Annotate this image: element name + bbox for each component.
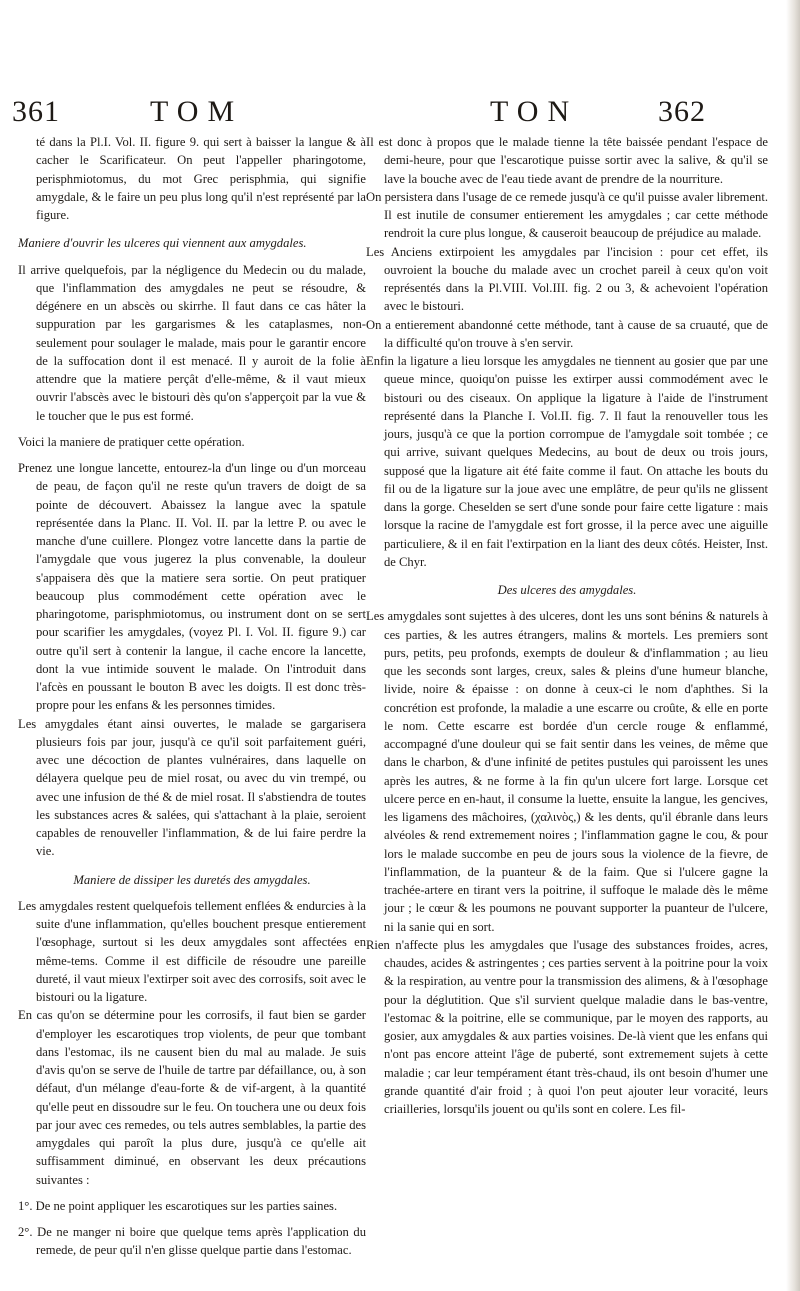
section-heading: Des ulceres des amygdales. — [497, 583, 637, 597]
paragraph: Les amygdales étant ainsi ouvertes, le malade se gargarisera plusieurs fois par jour, jusqu'à ce qu'il soit parfaitement guéri, avec une décoction de plantes vulnéraires, dans laquelle on délayera quelque peu de miel rosat, ou avec du vin trempé, ou avec une infusion de thé & de miel rosat. Il s'abstiendra de toutes les substances acres & salées, qui s'attachant à la plaie, seroient capables de renouveller l'inflammation, & de lui faire perdre la vie. — [18, 716, 366, 859]
section-heading: Maniere de dissiper les duretés des amygdales. — [73, 872, 311, 887]
paragraph: En cas qu'on se détermine pour les corrosifs, il faut bien se garder d'employer les escarotiques trop violents, de peur que tombant dans l'estomac, ils ne causent bien du mal au malade. Je suis d'avis qu'on se serve de l'huile de tartre par défaillance, ou, à son défaut, d'un mélange d'eau-forte & de vif-argent, à la quantité qu'elle peut en dissoudre sur le feu. On touchera une ou deux fois par jour avec ces remedes, ou tels autres semblables, la partie des amygdales qui paroît la plus dure, jusqu'à ce qu'elle ait suffisamment diminué, en observant les deux précautions suivantes : — [18, 1008, 366, 1187]
right-running-header — [410, 95, 780, 135]
left-column — [18, 133, 366, 1260]
right-page-number: 362 — [658, 95, 706, 128]
left-header-word: TOM — [150, 95, 244, 128]
paragraph: Prenez une longue lancette, entourez-la d'un linge ou d'un morceau de peau, de façon qu'il ne reste qu'un travers de doigt de sa pointe de découvert. Abaissez la langue avec la spatule représentée dans la Planc. II. Vol. II. par la lettre P. ou avec le manche d'une cuillere. Plongez votre lancette dans la partie de l'amygdale que vous jugerez la plus convenable, la douleur s'appaisera dès que la matiere sera sortie. On peut pratiquer beaucoup plus commodément cette opération avec le pharingotome, parisphmiotomus, ou instrument dont on se sert pour scarifier les amygdales, (voyez Pl. I. Vol. II. figure 9.) car outre qu'il sert à contenir la langue, il cache encore la lancette, dont la vue intimide souvent le malade. On l'introduit dans l'afcès en poussant le bouton B avec les doigts. Il est donc très-propre pour les enfans & les personnes timides. — [18, 461, 366, 713]
paragraph: Les amygdales restent quelquefois tellement enflées & endurcies à la suite d'une inflammation, qu'elles bouchent presque entierement l'œsophage, surtout si les deux amygdales sont affectées en même-tems. Comme il est difficile de résoudre une pareille dureté, il vaut mieux l'extirper soit avec des corrosifs, soit avec le bistouri ou la ligature. — [18, 898, 366, 1004]
left-page-number: 361 — [12, 95, 60, 128]
list-item: 2°. De ne manger ni boire que quelque tems après l'application du remede, de peur qu'il n'en glisse quelque partie dans l'estomac. — [18, 1225, 366, 1258]
paragraph: Voici la maniere de pratiquer cette opération. — [18, 434, 245, 449]
paragraph: Il arrive quelquefois, par la négligence du Medecin ou du malade, que l'inflammation des amygdales ne peut se résoudre, & dégénere en un abscès ou skirrhe. Il faut dans ce cas hâter la suppuration par les gargarismes & les cataplasmes, non-seulement pour soulager le malade, mais pour le garantir encore de la suffocation dont il est menacé. Il y auroit de la folie à attendre que la matiere perçât d'elle-même, & il vaut mieux ouvrir l'abscès avec le bistouri dès qu'on s'apperçoit par la vue & le toucher que le pus est formé. — [18, 262, 366, 423]
right-column — [366, 133, 768, 1118]
paragraph: Enfin la ligature a lieu lorsque les amygdales ne tiennent au gosier que par une queue mince, quoiqu'on puisse les extirper aussi commodément avec le bistouri ou des ciseaux. On applique la ligature à l'aide de l'instrument représenté dans la Planche I. Vol.II. fig. 7. Il faut la renouveller tous les jours, jusqu'à ce que la portion corrompue de l'amygdale soit tombée ; ce qui arrive, suivant quelques Medecins, au bout de deux ou trois jours, supposé que la ligature ait été faite comme il faut. On attache les bouts du fil ou de la ligature sur la joue avec une emplâtre, de peur qu'ils ne glissent dans la gorge. Cheselden se sert d'une sonde pour faire cette ligature : mais lorsque la racine de l'amygdale est fort grosse, il la perce avec une aiguille particuliere, & il en fait l'extirpation en la liant des deux côtés. Heister, Inst. de Chyr. — [366, 354, 768, 569]
paragraph: Rien n'affecte plus les amygdales que l'usage des substances froides, acres, chaudes, acides & astringentes ; ces parties servent à la poitrine pour la voix & la respiration, au ventre pour la transmission des alimens, & à l'œsophage pour la déglutition. Que s'il survient quelque maladie dans le bas-ventre, l'estomac & la poitrine, elle se communique, par le moyen des rapports, au gosier, aux amygdales & aux parties voisines. De-là vient que les enfans qui n'ont pas encore atteint l'âge de puberté, sont extremement sujets à cette maladie ; car leur tempérament étant très-chaud, ils ont besoin d'humer une grande quantité d'air froid ; à quoi l'on peut ajouter leur voracité, leurs criailleries, lorsqu'ils jouent ou qu'ils sont en colere. Les fil- — [366, 937, 768, 1116]
paragraph: Les Anciens extirpoient les amygdales par l'incision : pour cet effet, ils ouvroient la bouche du malade avec un crochet pareil à ceux qu'on voit représentés dans la Pl.VIII. Vol.III. fig. 2 ou 3, & achevoient l'opération avec le bistouri. — [366, 244, 768, 314]
paragraph: Il est donc à propos que le malade tienne la tête baissée pendant l'espace de demi-heure, pour que l'escarotique puisse sortir avec la salive, & qu'il se lave la bouche avec de l'eau tiede avant de prendre de la nourriture. — [366, 135, 768, 186]
list-item: 1°. De ne point appliquer les escarotiques sur les parties saines. — [18, 1198, 338, 1213]
paragraph: On a entierement abandonné cette méthode, tant à cause de sa cruauté, que de la difficulté qu'on trouve à s'en servir. — [366, 317, 768, 350]
paragraph: Les amygdales sont sujettes à des ulceres, dont les uns sont bénins & naturels à ces parties, & les autres étrangers, malins & mortels. Les premiers sont purs, petits, peu profonds, exempts de douleur & d'inflammation ; au lieu que les seconds sont larges, creux, sales & pleins d'une humeur blanche, livide, noire & épaisse : on donne à ceux-ci le nom d'aphthes. Si la concrétion est profonde, la maladie a une escarre ou croûte, & elle en porte le nom. Cette escarre est bordée d'un cercle rouge & enflammé, accompagné d'une douleur qui se fait sentir dans les veines, de même que dans le charbon, & d'une infinité de petites pustules qui paroissent les unes après les autres, & ne forme à la fin qu'un ulcere fort large. Lorsque cet ulcere perce en en-haut, il consume la luette, ensuite la langue, les gencives, les ligamens des mâchoires, (χαλινὸς,) & les dents, qu'il ébranle dans leurs alvéoles & rend extremement noires ; l'inflammation gagne le cou, & pour lors le malade succombe en peu de jours sous la violence de la fievre, de l'inflammation, de la puanteur & de la faim. Que si l'ulcere gagne la trachée-artere en tirant vers la poitrine, il suffoque le malade dès le même jour ; le cœur & les poumons ne pouvant supporter la puanteur de l'ulcere, ni la sanie qui en sort. — [366, 609, 768, 934]
right-header-word: TON — [490, 95, 579, 128]
left-running-header — [12, 95, 382, 135]
page-binding-shadow — [786, 0, 800, 1291]
section-heading: Maniere d'ouvrir les ulceres qui viennent aux amygdales. — [18, 236, 307, 251]
paragraph: On persistera dans l'usage de ce remede jusqu'à ce qu'il puisse avaler librement. Il est inutile de consumer entierement les amygdales ; car cette méthode rendroit la cure plus longue, & causeroit beaucoup de préjudice au malade. — [366, 189, 768, 241]
paragraph: té dans la Pl.I. Vol. II. figure 9. qui sert à baisser la langue & à cacher le Scarificateur. On peut l'appeller pharingotome, perisphmiotomus, du mot Grec perisphmia, qui signifie amygdale, & le faire un peu plus long qu'il n'est représenté par la figure. — [36, 135, 366, 222]
